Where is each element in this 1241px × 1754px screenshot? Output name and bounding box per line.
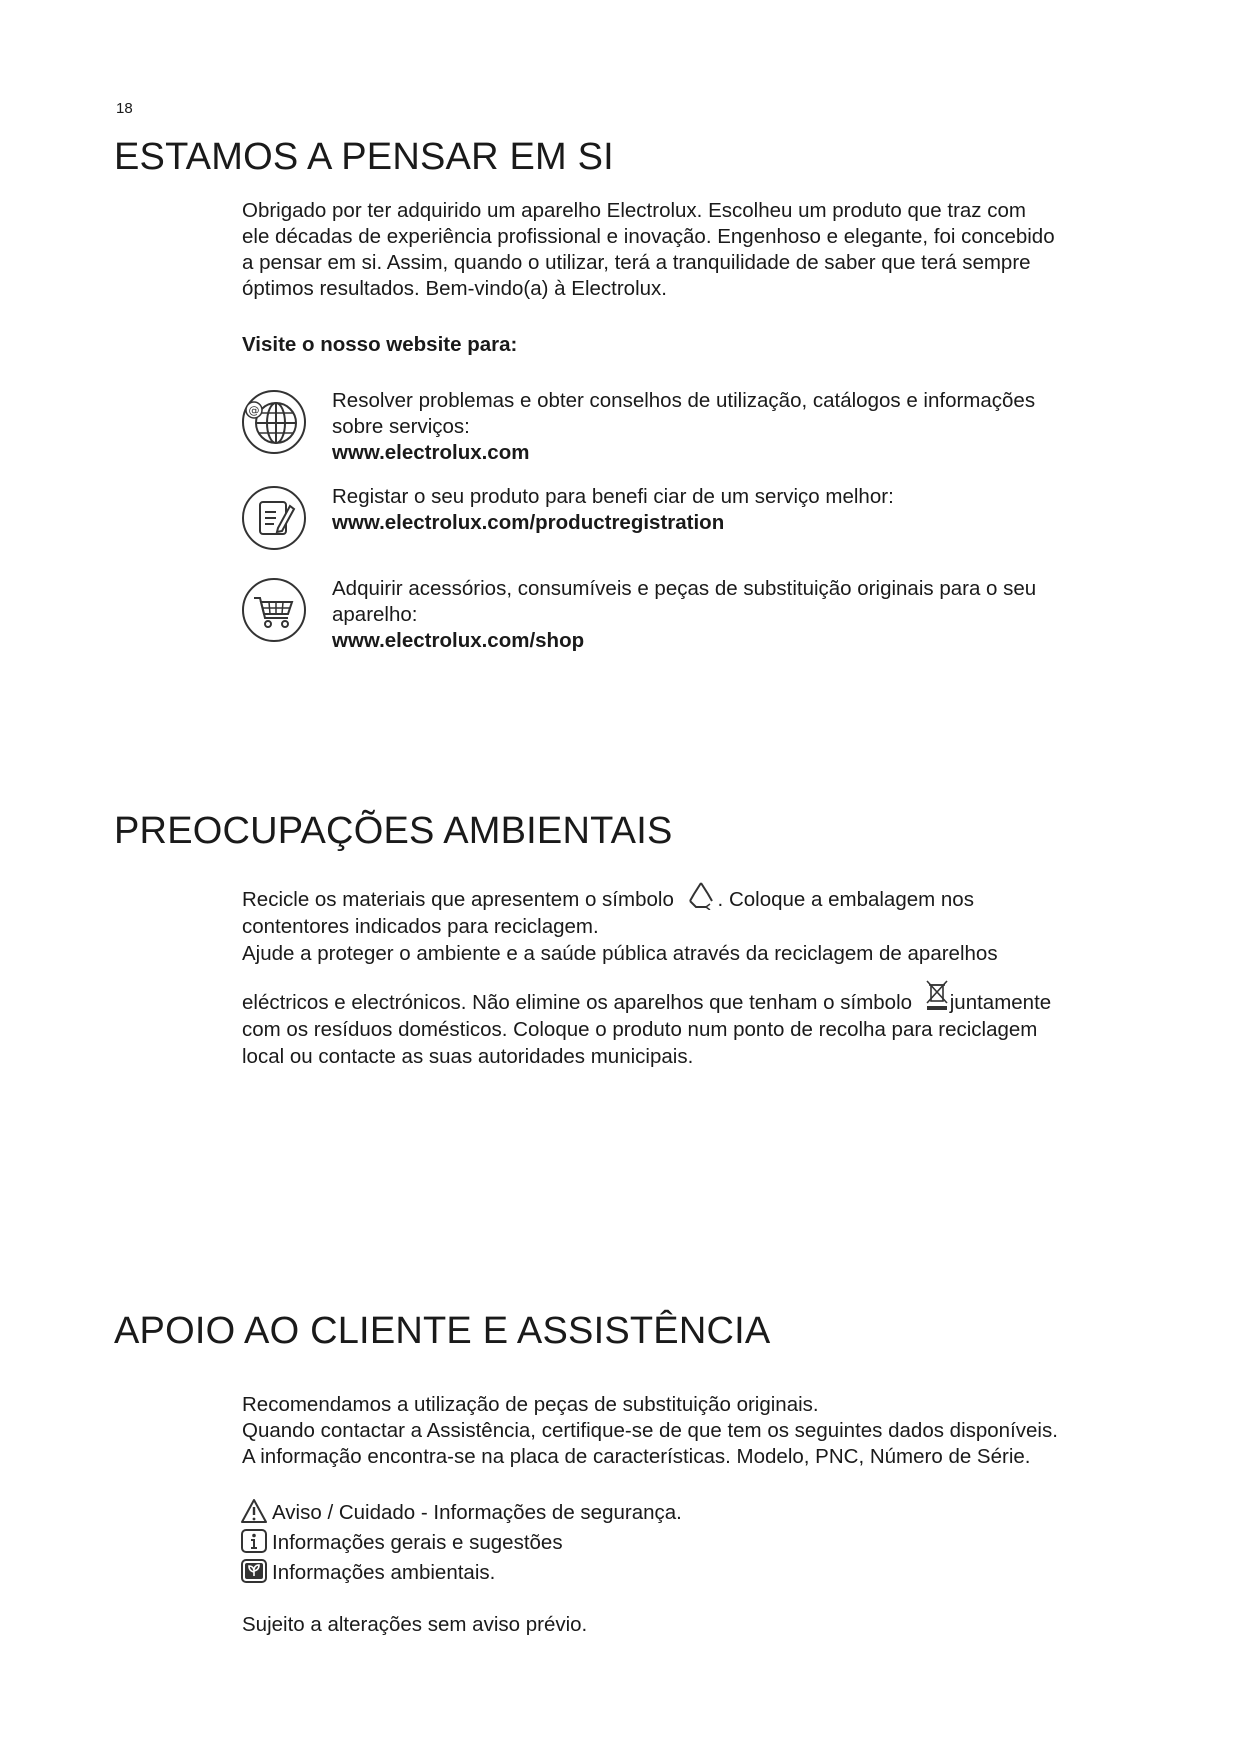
section-title-thinking-of-you: ESTAMOS A PENSAR EM SI [114, 136, 614, 178]
footer-note: Sujeito a alterações sem aviso prévio. [242, 1613, 588, 1636]
legend-label: Informações ambientais. [272, 1561, 496, 1584]
environment-line: local ou contacte as suas autoridades municipais. [242, 1045, 694, 1068]
website-item-text: sobre serviços: [332, 415, 470, 438]
recycle-icon [686, 880, 716, 910]
legend-row-environment [240, 1558, 495, 1586]
warning-icon [240, 1498, 268, 1524]
section-title-environment: PREOCUPAÇÕES AMBIENTAIS [114, 810, 673, 852]
website-link[interactable]: www.electrolux.com/shop [332, 629, 585, 652]
intro-paragraph [242, 198, 1142, 302]
intro-line: ele décadas de experiência profissional e inovação. Engenhoso e elegante, foi concebido [242, 225, 1055, 248]
website-link[interactable]: www.electrolux.com/productregistration [332, 511, 725, 534]
environment-text: . Coloque a embalagem nos [717, 888, 974, 911]
environment-text: juntamente [949, 991, 1052, 1014]
customer-care-line: A informação encontra-se na placa de características. Modelo, PNC, Número de Série. [242, 1445, 1031, 1468]
section-title-customer-care: APOIO AO CLIENTE E ASSISTÊNCIA [114, 1310, 771, 1352]
environment-text: Recicle os materiais que apresentem o símbolo [242, 888, 674, 911]
legend-label: Aviso / Cuidado - Informações de segurança. [272, 1501, 682, 1524]
environment-icon [240, 1558, 268, 1584]
globe-icon [240, 388, 308, 456]
website-item-text: Adquirir acessórios, consumíveis e peças de substituição originais para o seu [332, 577, 1037, 600]
legend-row-info [240, 1528, 563, 1556]
visit-label: Visite o nosso website para: [242, 333, 518, 356]
environment-line: Ajude a proteger o ambiente e a saúde pública através da reciclagem de aparelhos [242, 942, 998, 965]
intro-line: Obrigado por ter adquirido um aparelho Electrolux. Escolheu um produto que traz com [242, 199, 1026, 222]
environment-line [242, 880, 1142, 913]
legend-row-warning [240, 1498, 682, 1526]
website-link[interactable]: www.electrolux.com [332, 441, 530, 464]
intro-line: a pensar em si. Assim, quando o utilizar, terá a tranquilidade de saber que terá sempre [242, 251, 1031, 274]
legend-label: Informações gerais e sugestões [272, 1531, 563, 1554]
crossed-bin-icon [924, 979, 950, 1013]
intro-line: óptimos resultados. Bem-vindo(a) à Electrolux. [242, 277, 667, 300]
environment-line: contentores indicados para reciclagem. [242, 915, 599, 938]
page-number: 18 [116, 100, 133, 117]
environment-paragraph [242, 880, 1142, 1070]
environment-text: eléctricos e electrónicos. Não elimine os aparelhos que tenham o símbolo [242, 991, 913, 1014]
website-item-text: aparelho: [332, 603, 418, 626]
customer-care-paragraph [242, 1392, 1142, 1470]
website-item-text: Resolver problemas e obter conselhos de utilização, catálogos e informações [332, 389, 1036, 412]
info-icon [240, 1528, 268, 1554]
environment-line: com os resíduos domésticos. Coloque o produto num ponto de recolha para reciclagem [242, 1018, 1038, 1041]
registration-icon [240, 484, 308, 552]
shopping-cart-icon [240, 576, 308, 644]
svg-text:@: @ [248, 404, 260, 417]
customer-care-line: Quando contactar a Assistência, certifique-se de que tem os seguintes dados disponíveis. [242, 1419, 1058, 1442]
environment-line [242, 979, 1142, 1016]
customer-care-line: Recomendamos a utilização de peças de substituição originais. [242, 1393, 819, 1416]
website-item-text: Registar o seu produto para benefi ciar de um serviço melhor: [332, 485, 894, 508]
